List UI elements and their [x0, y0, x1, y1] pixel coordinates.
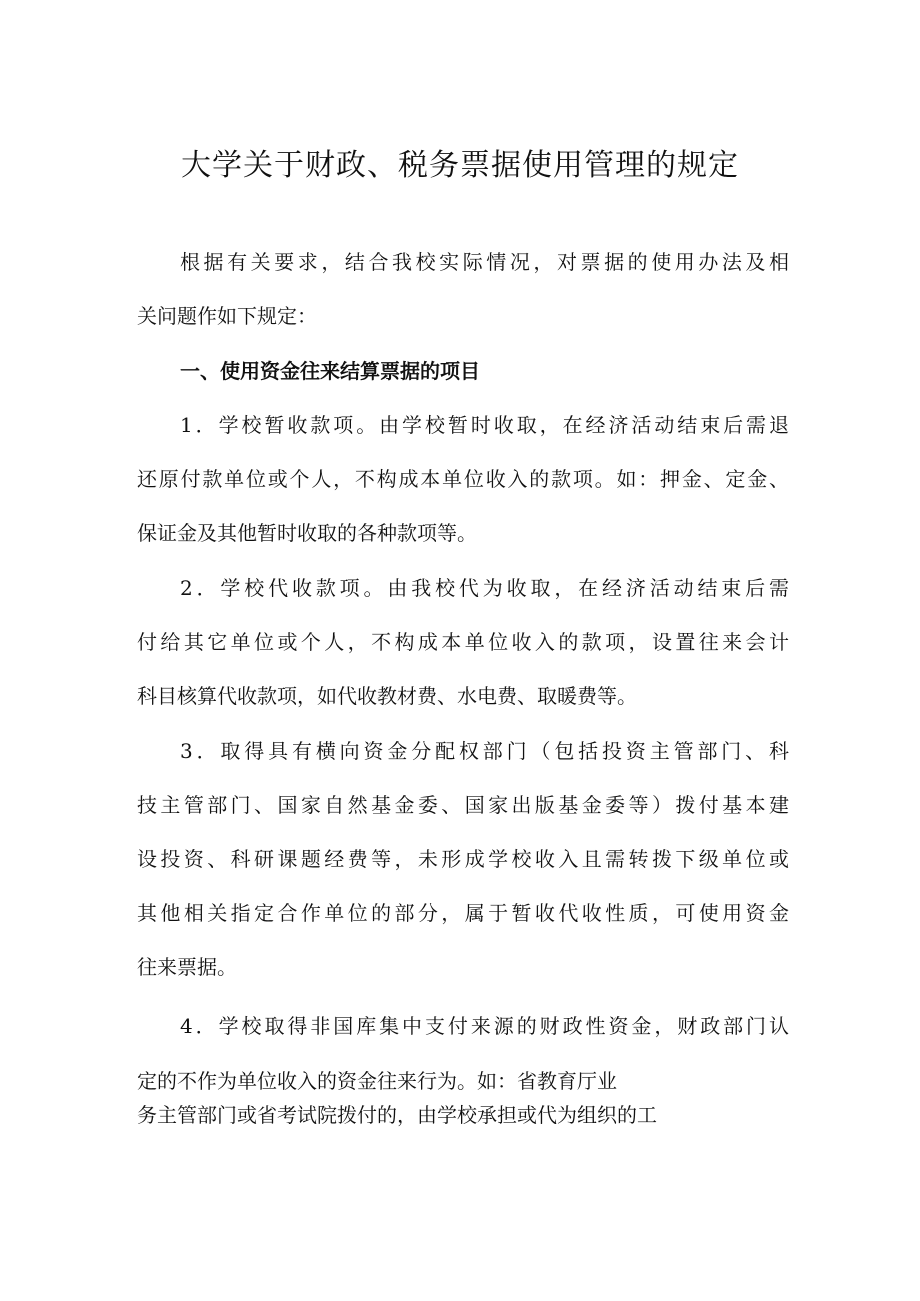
item-1-line-2: 还原付款单位或个人，不构成本单位收入的款项。如：押金、定金、 — [137, 467, 789, 491]
item-4-line-3: 务主管部门或省考试院拨付的，由学校承担或代为组织的工 — [137, 1103, 657, 1127]
item-2-line-3: 科目核算代收款项，如代收教材费、水电费、取暖费等。 — [137, 684, 637, 708]
item-3-line-2: 技主管部门、国家自然基金委、国家出版基金委等）拨付基本建 — [137, 793, 789, 817]
item-3-line-5: 往来票据。 — [137, 955, 237, 979]
item-2-line-2: 付给其它单位或个人，不构成本单位收入的款项，设置往来会计 — [137, 630, 789, 654]
item-1-line-1: 1．学校暂收款项。由学校暂时收取，在经济活动结束后需退 — [180, 413, 789, 437]
item-2-line-1: 2．学校代收款项。由我校代为收取，在经济活动结束后需 — [180, 576, 789, 600]
item-4-line-1: 4．学校取得非国库集中支付来源的财政性资金，财政部门认 — [180, 1014, 789, 1038]
item-3-line-1: 3．取得具有横向资金分配权部门（包括投资主管部门、科 — [180, 739, 789, 763]
paragraph-line-intro-2: 关问题作如下规定： — [137, 304, 317, 328]
item-4-line-2: 定的不作为单位收入的资金往来行为。如：省教育厅业 — [137, 1069, 617, 1093]
section-heading-1: 一、使用资金往来结算票据的项目 — [180, 359, 480, 383]
item-3-line-4: 其他相关指定合作单位的部分，属于暂收代收性质，可使用资金 — [137, 901, 789, 925]
item-1-line-3: 保证金及其他暂时收取的各种款项等。 — [137, 521, 477, 545]
paragraph-line-intro-1: 根据有关要求，结合我校实际情况，对票据的使用办法及相 — [180, 250, 789, 274]
document-title: 大学关于财政、税务票据使用管理的规定 — [181, 148, 739, 183]
item-3-line-3: 设投资、科研课题经费等，未形成学校收入且需转拨下级单位或 — [137, 847, 789, 871]
